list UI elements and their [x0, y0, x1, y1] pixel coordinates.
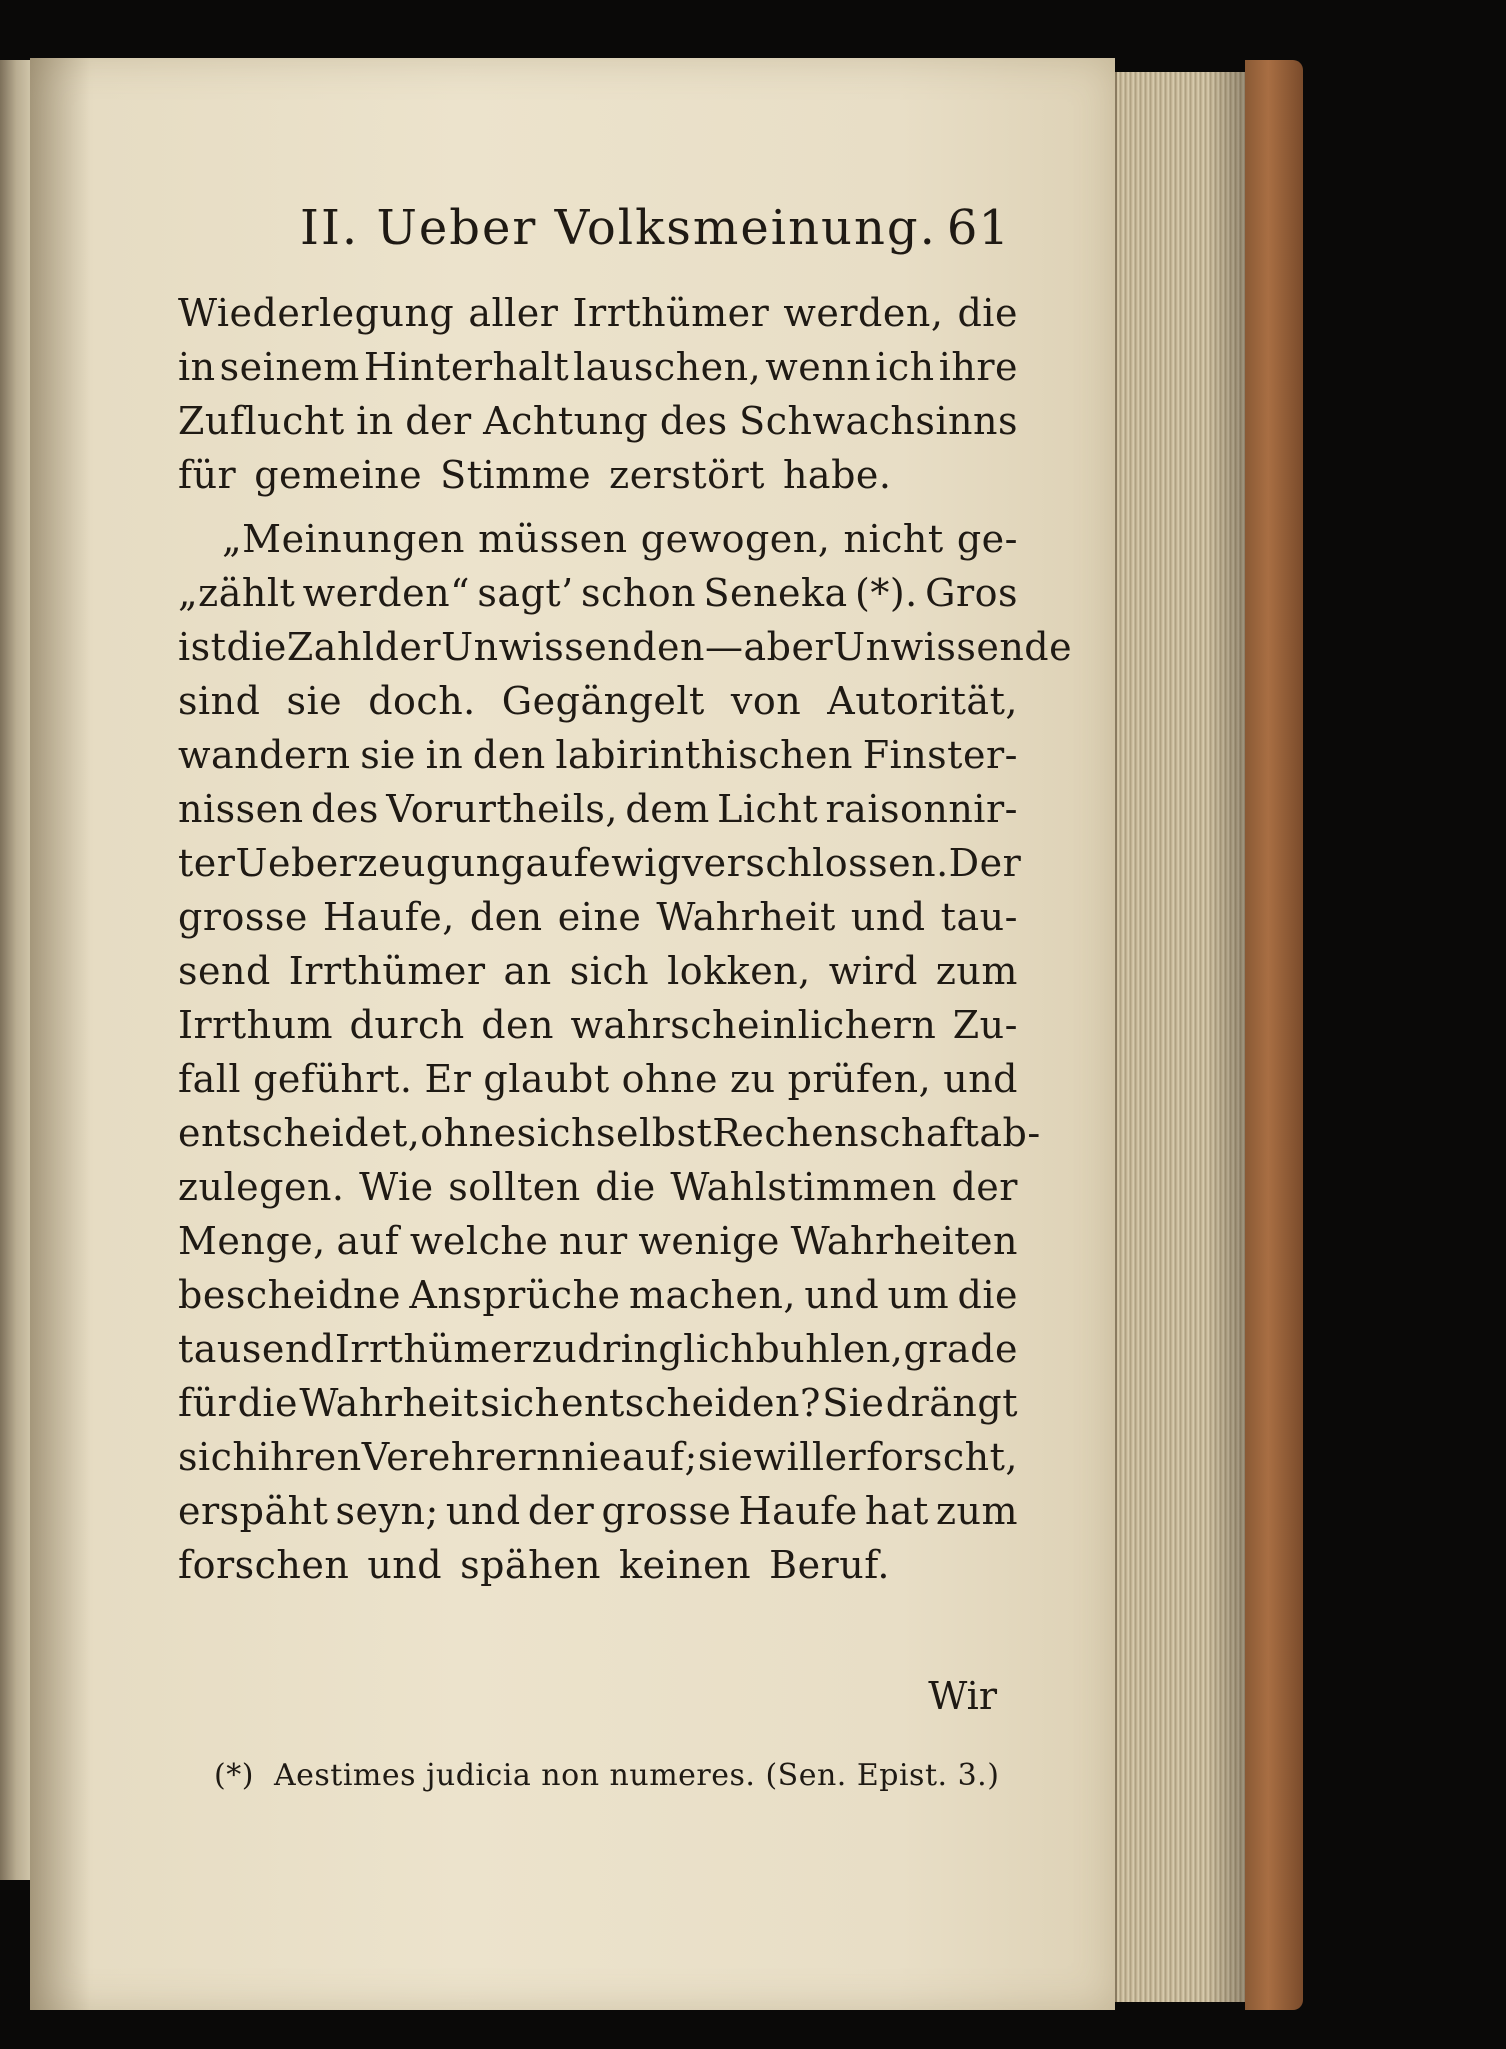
catchword: Wir: [928, 1674, 997, 1718]
word: forschen: [178, 1543, 350, 1587]
word: Hinterhalt: [363, 345, 570, 389]
word: ihren: [257, 1435, 362, 1479]
text-line: [178, 448, 1018, 502]
text-line: [178, 728, 1018, 782]
word: entscheidet,: [178, 1111, 421, 1155]
text-line: [178, 1430, 1018, 1484]
word: des: [659, 399, 728, 443]
word: geführt.: [253, 1057, 413, 1101]
footnote: [214, 1758, 999, 1793]
text-line: [178, 340, 1018, 394]
word: die: [226, 625, 287, 669]
word: nissen: [178, 787, 304, 831]
word: prüfen,: [787, 1057, 932, 1101]
word: Beruf.: [769, 1543, 890, 1587]
word: ge-: [956, 517, 1018, 561]
word: an: [503, 949, 552, 993]
word: und: [804, 1273, 880, 1317]
word: ter: [178, 841, 236, 885]
word: Schwachsinns: [739, 399, 1018, 443]
word: Wahlstimmen: [670, 1165, 937, 1209]
word: spähen: [460, 1543, 602, 1587]
text-line: [178, 1106, 1041, 1160]
page-content: [30, 58, 1115, 2010]
word: —: [705, 625, 744, 669]
word: gemeine: [254, 453, 423, 497]
text-line: [178, 1160, 1018, 1214]
word: der: [405, 399, 472, 443]
word: um: [887, 1273, 950, 1317]
word: Unwissenden: [441, 625, 706, 669]
word: Irrthümer: [288, 949, 486, 993]
word: habe.: [782, 453, 892, 497]
previous-page-edge: [0, 60, 32, 1880]
word: der: [527, 1489, 595, 1533]
text-line: [178, 1538, 1018, 1592]
word: zu: [730, 1057, 776, 1101]
word: grosse: [601, 1489, 732, 1533]
word: ist: [178, 625, 227, 669]
word: buhlen,: [755, 1327, 904, 1371]
word: entscheiden?: [561, 1381, 821, 1425]
running-head: [300, 200, 1010, 270]
book-cover: [1245, 60, 1303, 2010]
word: nicht: [843, 517, 944, 561]
word: und: [367, 1543, 443, 1587]
word: Achtung: [483, 399, 649, 443]
word: raisonnir-: [825, 787, 1018, 831]
word: Sie: [822, 1381, 885, 1425]
word: selbst: [596, 1111, 713, 1155]
word: drängt: [885, 1381, 1018, 1425]
text-line: [178, 836, 1022, 890]
word: erforscht,: [824, 1435, 1018, 1479]
word: und: [850, 895, 926, 939]
word: verschlossen.: [681, 841, 949, 885]
word: welche: [409, 1219, 549, 1263]
text-line: [178, 998, 1018, 1052]
word: Er: [424, 1057, 472, 1101]
word: Gegängelt: [501, 679, 705, 723]
page-edges: [1115, 72, 1247, 2002]
word: des: [311, 787, 379, 831]
word: Menge,: [178, 1219, 326, 1263]
word: Der: [948, 841, 1022, 885]
word: Unwissende: [833, 625, 1073, 669]
word: nie: [561, 1435, 622, 1479]
word: der: [951, 1165, 1018, 1209]
word: ohne: [621, 1057, 718, 1101]
word: labirinthischen: [555, 733, 854, 777]
word: zum: [935, 949, 1018, 993]
word: die: [957, 291, 1018, 335]
word: Ueberzeugung: [235, 841, 526, 885]
text-line: [178, 1322, 1018, 1376]
word: in: [425, 733, 464, 777]
word: den: [472, 733, 546, 777]
chapter-title: II. Ueber Volksmeinung.: [300, 200, 937, 256]
word: lokken,: [667, 949, 811, 993]
word: zerstört: [609, 453, 765, 497]
word: zudringlich: [531, 1327, 756, 1371]
word: dem: [625, 787, 710, 831]
text-line: [178, 782, 1018, 836]
word: sich: [516, 1111, 597, 1155]
word: erspäht: [178, 1489, 329, 1533]
book-page: [30, 58, 1115, 2010]
word: auf: [336, 1219, 400, 1263]
word: müssen: [478, 517, 628, 561]
word: Haufe,: [322, 895, 455, 939]
word: hat: [864, 1489, 929, 1533]
word: will: [753, 1435, 825, 1479]
text-line: [178, 620, 1073, 674]
word: werden“: [302, 571, 471, 615]
word: gewogen,: [640, 517, 831, 561]
word: und: [445, 1489, 521, 1533]
footnote-mark: (*): [214, 1758, 254, 1793]
page-number: 61: [946, 200, 1010, 256]
word: doch.: [368, 679, 476, 723]
word: für: [178, 1381, 237, 1425]
word: wird: [828, 949, 918, 993]
word: durch: [349, 1003, 465, 1047]
word: „Meinungen: [222, 517, 465, 561]
word: Irrthümer: [334, 1327, 532, 1371]
word: werden,: [783, 291, 944, 335]
word: Wiederlegung: [178, 291, 455, 335]
word: Rechenschaft: [712, 1111, 980, 1155]
word: sich: [569, 949, 650, 993]
word: Wahrheit: [656, 895, 836, 939]
word: lauschen,: [573, 345, 762, 389]
word: grosse: [178, 895, 308, 939]
text-line: [178, 1376, 1018, 1430]
word: ohne: [420, 1111, 517, 1155]
word: zum: [935, 1489, 1018, 1533]
word: und: [943, 1057, 1018, 1101]
text-line: [178, 944, 1018, 998]
word: sich: [480, 1381, 560, 1425]
word: send: [178, 949, 271, 993]
word: keinen: [619, 1543, 752, 1587]
text-line: [178, 674, 1018, 728]
word: Verehrern: [361, 1435, 562, 1479]
word: nur: [559, 1219, 628, 1263]
word: fall: [178, 1057, 242, 1101]
word: in: [178, 345, 216, 389]
word: für: [178, 453, 237, 497]
word: sind: [178, 679, 261, 723]
word: sie: [697, 1435, 754, 1479]
word: Seneka: [703, 571, 848, 615]
word: Autorität,: [827, 679, 1018, 723]
text-line: [178, 1052, 1018, 1106]
word: der: [374, 625, 442, 669]
word: seyn;: [335, 1489, 439, 1533]
word: glaubt: [483, 1057, 610, 1101]
text-line: [178, 1484, 1018, 1538]
word: wenige: [638, 1219, 780, 1263]
word: Gros: [925, 571, 1018, 615]
word: sie: [286, 679, 343, 723]
text-line: [178, 286, 1018, 340]
word: Haufe: [738, 1489, 858, 1533]
word: „zählt: [178, 571, 296, 615]
text-line: [178, 512, 1018, 566]
word: aber: [743, 625, 834, 669]
word: sie: [360, 733, 416, 777]
word: Licht: [717, 787, 819, 831]
word: wandern: [178, 733, 351, 777]
body-text: [178, 286, 1073, 1592]
word: in: [356, 399, 394, 443]
word: sollten: [448, 1165, 581, 1209]
word: Zuflucht: [178, 399, 345, 443]
word: machen,: [628, 1273, 796, 1317]
word: grade: [903, 1327, 1018, 1371]
word: wenn: [765, 345, 872, 389]
word: Wahrheiten: [790, 1219, 1018, 1263]
word: wahrscheinlichern: [570, 1003, 937, 1047]
word: die: [957, 1273, 1018, 1317]
word: aller: [468, 291, 559, 335]
word: Vorurtheils,: [386, 787, 618, 831]
word: ihre: [938, 345, 1018, 389]
word: den: [481, 1003, 554, 1047]
word: auf: [525, 841, 589, 885]
word: den: [469, 895, 543, 939]
word: auf;: [621, 1435, 698, 1479]
text-line: [178, 1214, 1018, 1268]
word: seinem: [219, 345, 360, 389]
word: bescheidne: [178, 1273, 401, 1317]
word: ewig: [588, 841, 682, 885]
word: ich: [875, 345, 935, 389]
text-line: [178, 394, 1018, 448]
word: eine: [557, 895, 642, 939]
word: schon: [581, 571, 697, 615]
word: Irrthümer: [572, 291, 770, 335]
word: Finster-: [862, 733, 1018, 777]
text-line: [178, 1268, 1018, 1322]
footnote-text: Aestimes judicia non numeres. (Sen. Epist. 3.): [273, 1758, 1000, 1793]
word: Wahrheit: [299, 1381, 479, 1425]
text-line: [178, 890, 1018, 944]
word: sich: [178, 1435, 258, 1479]
word: ab-: [979, 1111, 1041, 1155]
word: tau-: [940, 895, 1018, 939]
word: Irrthum: [178, 1003, 334, 1047]
word: von: [730, 679, 802, 723]
word: Wie: [359, 1165, 434, 1209]
word: zulegen.: [178, 1165, 345, 1209]
word: sagt’: [477, 571, 574, 615]
word: tausend: [178, 1327, 335, 1371]
word: die: [595, 1165, 656, 1209]
word: Ansprüche: [409, 1273, 621, 1317]
word: Zu-: [952, 1003, 1018, 1047]
word: Stimme: [440, 453, 592, 497]
word: Zahl: [286, 625, 375, 669]
text-line: [178, 566, 1018, 620]
word: (*).: [855, 571, 918, 615]
paragraph-gap: [178, 502, 1018, 512]
word: die: [237, 1381, 299, 1425]
